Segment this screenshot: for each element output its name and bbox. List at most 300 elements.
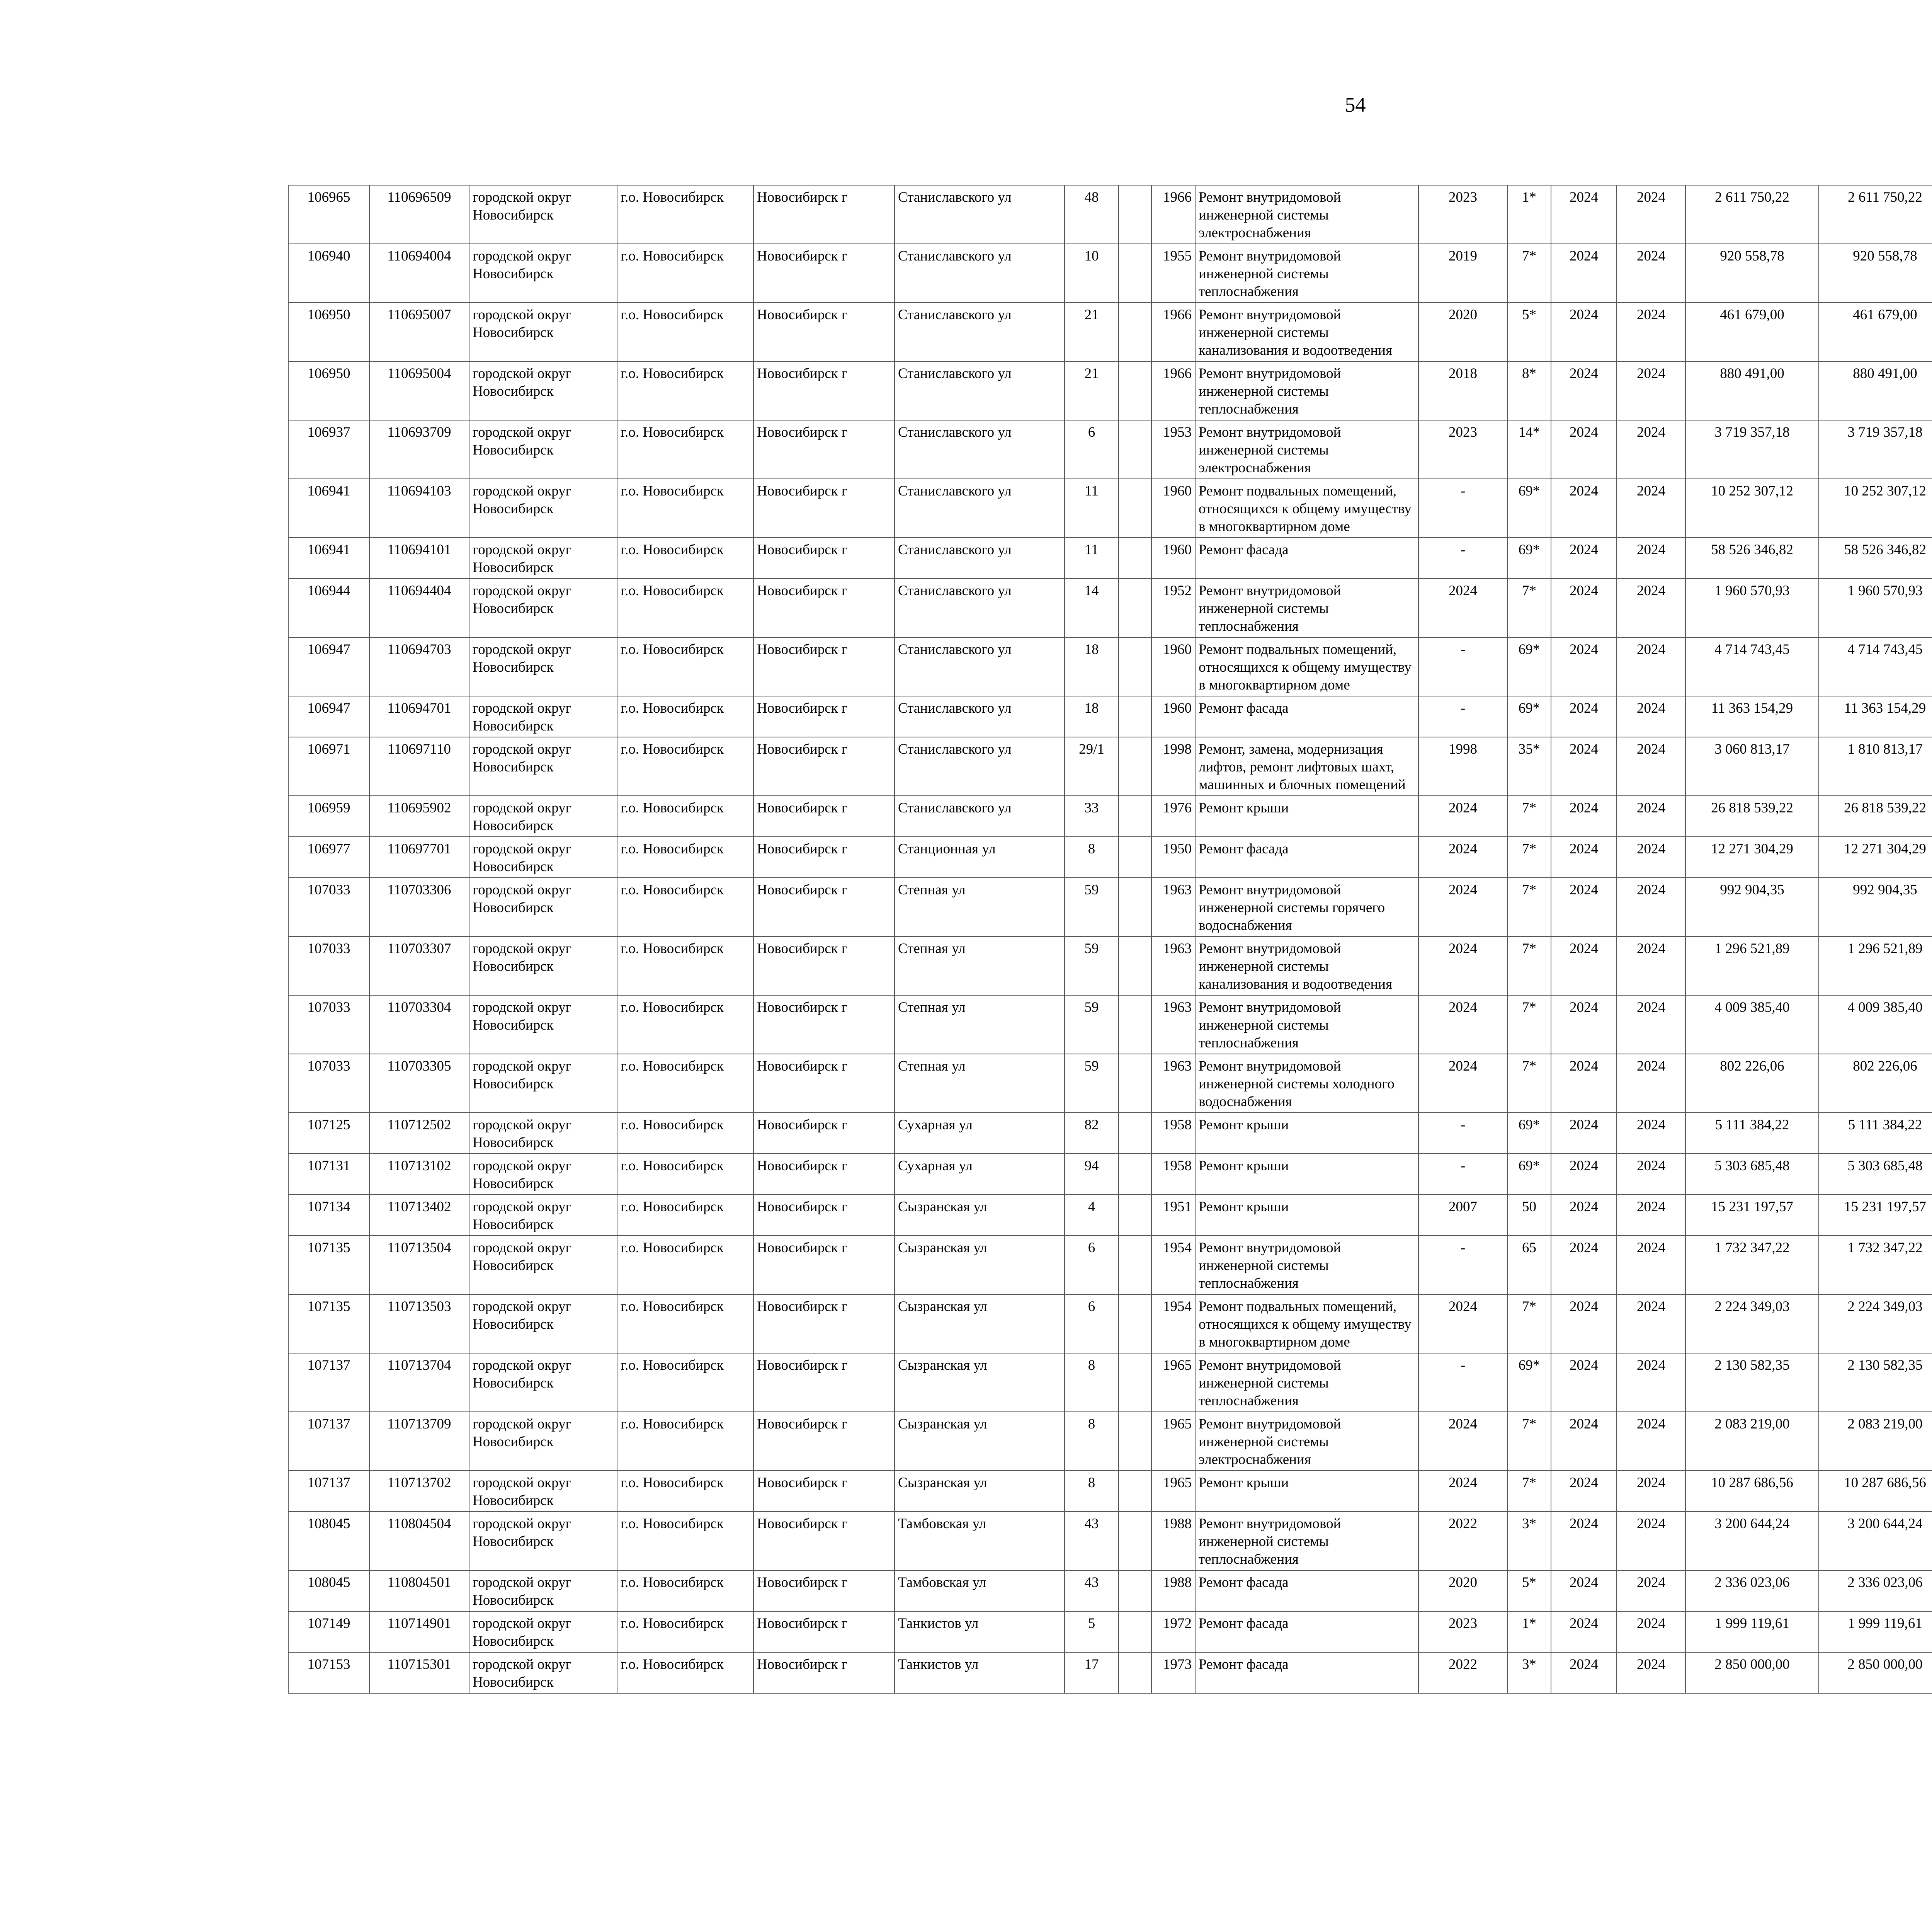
cell-total-cost: 3 200 644,24: [1685, 1512, 1819, 1570]
cell-total-cost: 920 558,78: [1685, 244, 1819, 303]
cell-city: Новосибирск г: [753, 244, 895, 303]
cell-wear: 69*: [1507, 1154, 1551, 1195]
cell-cost-owners: 1 960 570,93: [1819, 579, 1932, 637]
cell-build-year: 1965: [1151, 1353, 1195, 1412]
cell-work-type: Ремонт внутридомовой инженерной системы теплоснабжения: [1195, 361, 1418, 420]
cell-work-type: Ремонт внутридомовой инженерной системы канализования и водоотведения: [1195, 303, 1418, 361]
cell-house-number: 4: [1065, 1195, 1119, 1236]
table-row: [288, 1236, 1932, 1294]
cell-plan-year-start: 2024: [1551, 1412, 1617, 1471]
cell-street: Станиславского ул: [895, 637, 1065, 696]
cell-record-id: 110713503: [369, 1294, 469, 1353]
cell-building: [1119, 995, 1151, 1054]
cell-record-id: 110703307: [369, 936, 469, 995]
cell-wear: 7*: [1507, 1054, 1551, 1113]
cell-plan-year-end: 2024: [1617, 995, 1685, 1054]
cell-house-id: 106941: [288, 538, 369, 579]
table-row: [288, 878, 1932, 936]
cell-municipality: городской округ Новосибирск: [469, 1054, 617, 1113]
cell-municipality: городской округ Новосибирск: [469, 538, 617, 579]
cell-municipality: городской округ Новосибирск: [469, 1154, 617, 1195]
cell-district: г.о. Новосибирск: [617, 1236, 753, 1294]
cell-street: Сызранская ул: [895, 1353, 1065, 1412]
cell-wear: 7*: [1507, 796, 1551, 837]
cell-work-type: Ремонт подвальных помещений, относящихся к общему имуществу в многоквартирном доме: [1195, 1294, 1418, 1353]
cell-street: Степная ул: [895, 936, 1065, 995]
cell-street: Станиславского ул: [895, 185, 1065, 244]
cell-build-year: 1953: [1151, 420, 1195, 479]
cell-city: Новосибирск г: [753, 1611, 895, 1652]
cell-building: [1119, 1195, 1151, 1236]
cell-plan-year-end: 2024: [1617, 538, 1685, 579]
cell-building: [1119, 538, 1151, 579]
cell-record-id: 110804501: [369, 1570, 469, 1611]
cell-building: [1119, 1412, 1151, 1471]
cell-plan-year-start: 2024: [1551, 936, 1617, 995]
cell-wear: 7*: [1507, 1412, 1551, 1471]
cell-city: Новосибирск г: [753, 837, 895, 878]
cell-city: Новосибирск г: [753, 878, 895, 936]
cell-building: [1119, 303, 1151, 361]
cell-total-cost: 11 363 154,29: [1685, 696, 1819, 737]
cell-municipality: городской округ Новосибирск: [469, 1570, 617, 1611]
cell-district: г.о. Новосибирск: [617, 1652, 753, 1693]
cell-plan-year-end: 2024: [1617, 420, 1685, 479]
cell-street: Станиславского ул: [895, 579, 1065, 637]
cell-plan-year-start: 2024: [1551, 1195, 1617, 1236]
cell-municipality: городской округ Новосибирск: [469, 936, 617, 995]
cell-last-repair-year: -: [1418, 538, 1507, 579]
cell-city: Новосибирск г: [753, 995, 895, 1054]
cell-street: Тамбовская ул: [895, 1512, 1065, 1570]
cell-plan-year-start: 2024: [1551, 737, 1617, 796]
cell-house-id: 106941: [288, 479, 369, 538]
cell-municipality: городской округ Новосибирск: [469, 1236, 617, 1294]
cell-municipality: городской округ Новосибирск: [469, 420, 617, 479]
cell-city: Новосибирск г: [753, 479, 895, 538]
cell-city: Новосибирск г: [753, 1195, 895, 1236]
cell-total-cost: 12 271 304,29: [1685, 837, 1819, 878]
cell-record-id: 110703304: [369, 995, 469, 1054]
table-row: [288, 1471, 1932, 1512]
cell-cost-owners: 5 111 384,22: [1819, 1113, 1932, 1154]
cell-wear: 3*: [1507, 1652, 1551, 1693]
cell-plan-year-start: 2024: [1551, 1236, 1617, 1294]
cell-house-number: 21: [1065, 361, 1119, 420]
cell-build-year: 1954: [1151, 1294, 1195, 1353]
cell-house-id: 108045: [288, 1570, 369, 1611]
cell-build-year: 1998: [1151, 737, 1195, 796]
cell-district: г.о. Новосибирск: [617, 479, 753, 538]
cell-street: Сызранская ул: [895, 1236, 1065, 1294]
cell-last-repair-year: 2024: [1418, 1412, 1507, 1471]
cell-build-year: 1966: [1151, 185, 1195, 244]
cell-plan-year-start: 2024: [1551, 1054, 1617, 1113]
cell-plan-year-start: 2024: [1551, 420, 1617, 479]
cell-house-number: 10: [1065, 244, 1119, 303]
cell-record-id: 110713102: [369, 1154, 469, 1195]
cell-plan-year-end: 2024: [1617, 1353, 1685, 1412]
cell-plan-year-end: 2024: [1617, 637, 1685, 696]
cell-municipality: городской округ Новосибирск: [469, 696, 617, 737]
cell-city: Новосибирск г: [753, 1154, 895, 1195]
cell-house-number: 21: [1065, 303, 1119, 361]
cell-street: Станиславского ул: [895, 361, 1065, 420]
cell-municipality: городской округ Новосибирск: [469, 1512, 617, 1570]
cell-plan-year-start: 2024: [1551, 1570, 1617, 1611]
capital-repair-table: [288, 185, 1932, 1694]
cell-house-number: 59: [1065, 995, 1119, 1054]
cell-last-repair-year: 2024: [1418, 1471, 1507, 1512]
cell-build-year: 1963: [1151, 936, 1195, 995]
cell-plan-year-end: 2024: [1617, 1195, 1685, 1236]
cell-build-year: 1965: [1151, 1471, 1195, 1512]
cell-build-year: 1966: [1151, 303, 1195, 361]
cell-record-id: 110697110: [369, 737, 469, 796]
cell-house-id: 108045: [288, 1512, 369, 1570]
cell-plan-year-start: 2024: [1551, 837, 1617, 878]
cell-district: г.о. Новосибирск: [617, 303, 753, 361]
cell-work-type: Ремонт крыши: [1195, 1154, 1418, 1195]
cell-cost-owners: 2 336 023,06: [1819, 1570, 1932, 1611]
cell-municipality: городской округ Новосибирск: [469, 303, 617, 361]
cell-cost-owners: 2 130 582,35: [1819, 1353, 1932, 1412]
cell-house-id: 107033: [288, 1054, 369, 1113]
cell-house-id: 106950: [288, 303, 369, 361]
cell-plan-year-start: 2024: [1551, 361, 1617, 420]
cell-house-number: 43: [1065, 1570, 1119, 1611]
cell-plan-year-end: 2024: [1617, 1611, 1685, 1652]
cell-last-repair-year: -: [1418, 1154, 1507, 1195]
cell-house-number: 11: [1065, 538, 1119, 579]
cell-record-id: 110694004: [369, 244, 469, 303]
cell-street: Степная ул: [895, 995, 1065, 1054]
cell-record-id: 110694103: [369, 479, 469, 538]
cell-plan-year-start: 2024: [1551, 995, 1617, 1054]
cell-plan-year-end: 2024: [1617, 696, 1685, 737]
cell-work-type: Ремонт внутридомовой инженерной системы горячего водоснабжения: [1195, 878, 1418, 936]
cell-work-type: Ремонт, замена, модернизация лифтов, ремонт лифтовых шахт, машинных и блочных помещений: [1195, 737, 1418, 796]
cell-total-cost: 26 818 539,22: [1685, 796, 1819, 837]
cell-total-cost: 5 111 384,22: [1685, 1113, 1819, 1154]
cell-last-repair-year: 2022: [1418, 1512, 1507, 1570]
cell-record-id: 110713504: [369, 1236, 469, 1294]
cell-city: Новосибирск г: [753, 1113, 895, 1154]
table-row: [288, 936, 1932, 995]
cell-building: [1119, 1611, 1151, 1652]
cell-city: Новосибирск г: [753, 1412, 895, 1471]
cell-cost-owners: 5 303 685,48: [1819, 1154, 1932, 1195]
table-row: [288, 579, 1932, 637]
cell-plan-year-start: 2024: [1551, 1353, 1617, 1412]
cell-plan-year-start: 2024: [1551, 1294, 1617, 1353]
cell-total-cost: 15 231 197,57: [1685, 1195, 1819, 1236]
cell-cost-owners: 920 558,78: [1819, 244, 1932, 303]
cell-last-repair-year: 2020: [1418, 1570, 1507, 1611]
cell-district: г.о. Новосибирск: [617, 538, 753, 579]
cell-city: Новосибирск г: [753, 637, 895, 696]
table-row: [288, 1652, 1932, 1693]
cell-municipality: городской округ Новосибирск: [469, 837, 617, 878]
cell-build-year: 1965: [1151, 1412, 1195, 1471]
cell-record-id: 110695004: [369, 361, 469, 420]
cell-plan-year-end: 2024: [1617, 303, 1685, 361]
cell-last-repair-year: 2019: [1418, 244, 1507, 303]
cell-cost-owners: 1 296 521,89: [1819, 936, 1932, 995]
cell-cost-owners: 4 714 743,45: [1819, 637, 1932, 696]
cell-district: г.о. Новосибирск: [617, 1611, 753, 1652]
cell-total-cost: 1 732 347,22: [1685, 1236, 1819, 1294]
cell-house-id: 107137: [288, 1471, 369, 1512]
cell-plan-year-end: 2024: [1617, 1236, 1685, 1294]
cell-record-id: 110712502: [369, 1113, 469, 1154]
cell-wear: 3*: [1507, 1512, 1551, 1570]
cell-city: Новосибирск г: [753, 420, 895, 479]
cell-last-repair-year: 2018: [1418, 361, 1507, 420]
cell-wear: 50: [1507, 1195, 1551, 1236]
cell-total-cost: 4 714 743,45: [1685, 637, 1819, 696]
cell-record-id: 110703305: [369, 1054, 469, 1113]
cell-district: г.о. Новосибирск: [617, 637, 753, 696]
cell-district: г.о. Новосибирск: [617, 1353, 753, 1412]
cell-house-id: 106977: [288, 837, 369, 878]
cell-house-number: 8: [1065, 1353, 1119, 1412]
cell-record-id: 110696509: [369, 185, 469, 244]
cell-city: Новосибирск г: [753, 737, 895, 796]
cell-municipality: городской округ Новосибирск: [469, 479, 617, 538]
cell-house-number: 18: [1065, 696, 1119, 737]
cell-street: Танкистов ул: [895, 1652, 1065, 1693]
cell-wear: 8*: [1507, 361, 1551, 420]
cell-building: [1119, 737, 1151, 796]
cell-record-id: 110697701: [369, 837, 469, 878]
cell-plan-year-end: 2024: [1617, 1512, 1685, 1570]
cell-street: Степная ул: [895, 1054, 1065, 1113]
cell-house-id: 107135: [288, 1294, 369, 1353]
cell-record-id: 110713702: [369, 1471, 469, 1512]
cell-work-type: Ремонт внутридомовой инженерной системы электроснабжения: [1195, 420, 1418, 479]
cell-total-cost: 1 296 521,89: [1685, 936, 1819, 995]
cell-work-type: Ремонт фасада: [1195, 696, 1418, 737]
cell-house-number: 59: [1065, 878, 1119, 936]
cell-build-year: 1988: [1151, 1570, 1195, 1611]
cell-build-year: 1958: [1151, 1113, 1195, 1154]
cell-plan-year-start: 2024: [1551, 1154, 1617, 1195]
cell-last-repair-year: -: [1418, 1353, 1507, 1412]
cell-building: [1119, 1570, 1151, 1611]
cell-building: [1119, 1353, 1151, 1412]
cell-record-id: 110695007: [369, 303, 469, 361]
cell-house-number: 48: [1065, 185, 1119, 244]
cell-work-type: Ремонт внутридомовой инженерной системы холодного водоснабжения: [1195, 1054, 1418, 1113]
cell-district: г.о. Новосибирск: [617, 737, 753, 796]
cell-last-repair-year: 2024: [1418, 936, 1507, 995]
cell-plan-year-end: 2024: [1617, 1054, 1685, 1113]
cell-street: Станиславского ул: [895, 244, 1065, 303]
cell-cost-owners: 10 252 307,12: [1819, 479, 1932, 538]
cell-cost-owners: 3 200 644,24: [1819, 1512, 1932, 1570]
cell-cost-owners: 11 363 154,29: [1819, 696, 1932, 737]
cell-plan-year-start: 2024: [1551, 796, 1617, 837]
cell-wear: 5*: [1507, 303, 1551, 361]
cell-total-cost: 10 287 686,56: [1685, 1471, 1819, 1512]
cell-municipality: городской округ Новосибирск: [469, 737, 617, 796]
cell-city: Новосибирск г: [753, 796, 895, 837]
cell-house-number: 17: [1065, 1652, 1119, 1693]
cell-plan-year-end: 2024: [1617, 1471, 1685, 1512]
cell-last-repair-year: -: [1418, 1113, 1507, 1154]
cell-district: г.о. Новосибирск: [617, 1471, 753, 1512]
table-row: [288, 837, 1932, 878]
cell-district: г.о. Новосибирск: [617, 1294, 753, 1353]
cell-wear: 7*: [1507, 1471, 1551, 1512]
cell-plan-year-start: 2024: [1551, 1471, 1617, 1512]
cell-house-id: 107135: [288, 1236, 369, 1294]
cell-work-type: Ремонт внутридомовой инженерной системы теплоснабжения: [1195, 579, 1418, 637]
cell-cost-owners: 12 271 304,29: [1819, 837, 1932, 878]
cell-building: [1119, 1652, 1151, 1693]
cell-city: Новосибирск г: [753, 1236, 895, 1294]
cell-cost-owners: 461 679,00: [1819, 303, 1932, 361]
cell-municipality: городской округ Новосибирск: [469, 579, 617, 637]
cell-plan-year-end: 2024: [1617, 796, 1685, 837]
cell-city: Новосибирск г: [753, 936, 895, 995]
cell-street: Степная ул: [895, 878, 1065, 936]
cell-plan-year-end: 2024: [1617, 737, 1685, 796]
cell-municipality: городской округ Новосибирск: [469, 185, 617, 244]
cell-municipality: городской округ Новосибирск: [469, 1412, 617, 1471]
cell-district: г.о. Новосибирск: [617, 1195, 753, 1236]
cell-house-id: 107131: [288, 1154, 369, 1195]
cell-building: [1119, 244, 1151, 303]
cell-plan-year-start: 2024: [1551, 1113, 1617, 1154]
cell-house-id: 107137: [288, 1412, 369, 1471]
cell-house-id: 106937: [288, 420, 369, 479]
cell-municipality: городской округ Новосибирск: [469, 1113, 617, 1154]
cell-house-id: 107033: [288, 936, 369, 995]
cell-cost-owners: 4 009 385,40: [1819, 995, 1932, 1054]
cell-house-number: 29/1: [1065, 737, 1119, 796]
cell-plan-year-end: 2024: [1617, 185, 1685, 244]
cell-municipality: городской округ Новосибирск: [469, 1294, 617, 1353]
cell-district: г.о. Новосибирск: [617, 579, 753, 637]
cell-wear: 35*: [1507, 737, 1551, 796]
cell-building: [1119, 1471, 1151, 1512]
cell-street: Станиславского ул: [895, 737, 1065, 796]
cell-building: [1119, 796, 1151, 837]
cell-last-repair-year: -: [1418, 479, 1507, 538]
cell-city: Новосибирск г: [753, 1054, 895, 1113]
cell-building: [1119, 637, 1151, 696]
cell-building: [1119, 1054, 1151, 1113]
cell-record-id: 110694404: [369, 579, 469, 637]
table-row: [288, 420, 1932, 479]
cell-house-id: 106965: [288, 185, 369, 244]
cell-house-id: 106940: [288, 244, 369, 303]
cell-last-repair-year: 2020: [1418, 303, 1507, 361]
cell-city: Новосибирск г: [753, 185, 895, 244]
cell-city: Новосибирск г: [753, 579, 895, 637]
cell-wear: 1*: [1507, 185, 1551, 244]
cell-district: г.о. Новосибирск: [617, 837, 753, 878]
cell-house-number: 43: [1065, 1512, 1119, 1570]
cell-house-number: 6: [1065, 1294, 1119, 1353]
table-row: [288, 244, 1932, 303]
cell-build-year: 1950: [1151, 837, 1195, 878]
cell-plan-year-end: 2024: [1617, 244, 1685, 303]
table-row: [288, 995, 1932, 1054]
cell-building: [1119, 1113, 1151, 1154]
cell-record-id: 110713709: [369, 1412, 469, 1471]
cell-last-repair-year: 2024: [1418, 878, 1507, 936]
cell-work-type: Ремонт фасада: [1195, 1611, 1418, 1652]
cell-house-id: 107125: [288, 1113, 369, 1154]
cell-last-repair-year: 2024: [1418, 995, 1507, 1054]
table-row: [288, 1512, 1932, 1570]
cell-plan-year-end: 2024: [1617, 579, 1685, 637]
cell-record-id: 110713704: [369, 1353, 469, 1412]
cell-build-year: 1972: [1151, 1611, 1195, 1652]
cell-plan-year-start: 2024: [1551, 479, 1617, 538]
table-body: [288, 185, 1932, 1693]
cell-street: Сызранская ул: [895, 1412, 1065, 1471]
cell-municipality: городской округ Новосибирск: [469, 1353, 617, 1412]
cell-municipality: городской округ Новосибирск: [469, 244, 617, 303]
cell-cost-owners: 58 526 346,82: [1819, 538, 1932, 579]
cell-building: [1119, 479, 1151, 538]
cell-municipality: городской округ Новосибирск: [469, 1652, 617, 1693]
cell-build-year: 1960: [1151, 538, 1195, 579]
cell-total-cost: 2 611 750,22: [1685, 185, 1819, 244]
cell-work-type: Ремонт фасада: [1195, 538, 1418, 579]
cell-total-cost: 2 850 000,00: [1685, 1652, 1819, 1693]
cell-street: Танкистов ул: [895, 1611, 1065, 1652]
cell-city: Новосибирск г: [753, 538, 895, 579]
cell-house-id: 107033: [288, 995, 369, 1054]
cell-house-number: 94: [1065, 1154, 1119, 1195]
cell-city: Новосибирск г: [753, 696, 895, 737]
cell-building: [1119, 696, 1151, 737]
table-row: [288, 1570, 1932, 1611]
cell-house-number: 18: [1065, 637, 1119, 696]
cell-wear: 7*: [1507, 995, 1551, 1054]
cell-build-year: 1973: [1151, 1652, 1195, 1693]
cell-last-repair-year: -: [1418, 696, 1507, 737]
cell-city: Новосибирск г: [753, 1353, 895, 1412]
table-row: [288, 1195, 1932, 1236]
cell-municipality: городской округ Новосибирск: [469, 995, 617, 1054]
cell-cost-owners: 3 719 357,18: [1819, 420, 1932, 479]
cell-build-year: 1988: [1151, 1512, 1195, 1570]
cell-wear: 69*: [1507, 637, 1551, 696]
cell-plan-year-end: 2024: [1617, 1570, 1685, 1611]
cell-street: Станиславского ул: [895, 420, 1065, 479]
cell-work-type: Ремонт внутридомовой инженерной системы теплоснабжения: [1195, 244, 1418, 303]
cell-work-type: Ремонт внутридомовой инженерной системы электроснабжения: [1195, 1412, 1418, 1471]
cell-plan-year-start: 2024: [1551, 1652, 1617, 1693]
cell-last-repair-year: 1998: [1418, 737, 1507, 796]
cell-last-repair-year: 2022: [1418, 1652, 1507, 1693]
cell-work-type: Ремонт внутридомовой инженерной системы теплоснабжения: [1195, 1353, 1418, 1412]
cell-cost-owners: 2 611 750,22: [1819, 185, 1932, 244]
cell-city: Новосибирск г: [753, 1652, 895, 1693]
cell-last-repair-year: -: [1418, 1236, 1507, 1294]
cell-last-repair-year: -: [1418, 637, 1507, 696]
cell-municipality: городской округ Новосибирск: [469, 637, 617, 696]
cell-plan-year-start: 2024: [1551, 1512, 1617, 1570]
cell-build-year: 1960: [1151, 637, 1195, 696]
cell-house-number: 59: [1065, 1054, 1119, 1113]
